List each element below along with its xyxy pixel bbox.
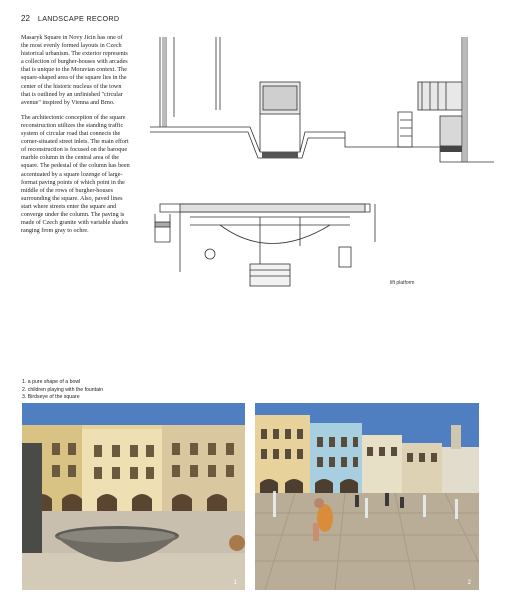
caption-2: 2. children playing with the fountain bbox=[22, 386, 104, 393]
photo-number-1: 1 bbox=[233, 580, 237, 586]
architectural-section-drawing bbox=[150, 32, 494, 292]
paragraph-concept: The architectonic conception of the square reconstruction utilizes the standing traffic system of circular road that connects the corner-situated street inlets. The main effort of reconstruction is focused on the baroque marble column in the central area of the square. The pedestal of the column has been accentuated by a square lozenge of large-format paving points of which point in the middle of the rows of burgher-houses surrounding the square. Also, paved lines start where streets enter the square and converge under the column. The paving is made of Czech granite with variable shades ranging from gray to ochre. bbox=[21, 114, 130, 235]
photo-captions bbox=[22, 379, 103, 402]
photo-bowl-fountain bbox=[22, 403, 245, 590]
page-number: 22 bbox=[21, 14, 30, 23]
caption-3: 3. Birdseye of the square bbox=[22, 394, 80, 401]
page-header bbox=[21, 14, 119, 23]
section-drawing bbox=[150, 32, 494, 292]
photo-number-2: 2 bbox=[467, 580, 471, 586]
body-text bbox=[21, 34, 131, 242]
section-title: LANDSCAPE RECORD bbox=[37, 14, 120, 23]
paragraph-intro: Masaryk Square in Novy Jicin has one of the most evenly formed layouts in Czech historical urbanism. The exterior represents a collection of burgher-houses with arcades that is unique to the Moravian context. The square-shaped area of the square lies in the center of the historic nucleus of the town that is outlined by an unfinished "circular avenue" inspired by Vienna and Brno. bbox=[21, 35, 128, 106]
drawing-label: lift platform bbox=[390, 280, 415, 286]
photo-children-fountain bbox=[255, 403, 479, 590]
caption-1: 1. a pure shape of a bowl bbox=[22, 379, 81, 385]
